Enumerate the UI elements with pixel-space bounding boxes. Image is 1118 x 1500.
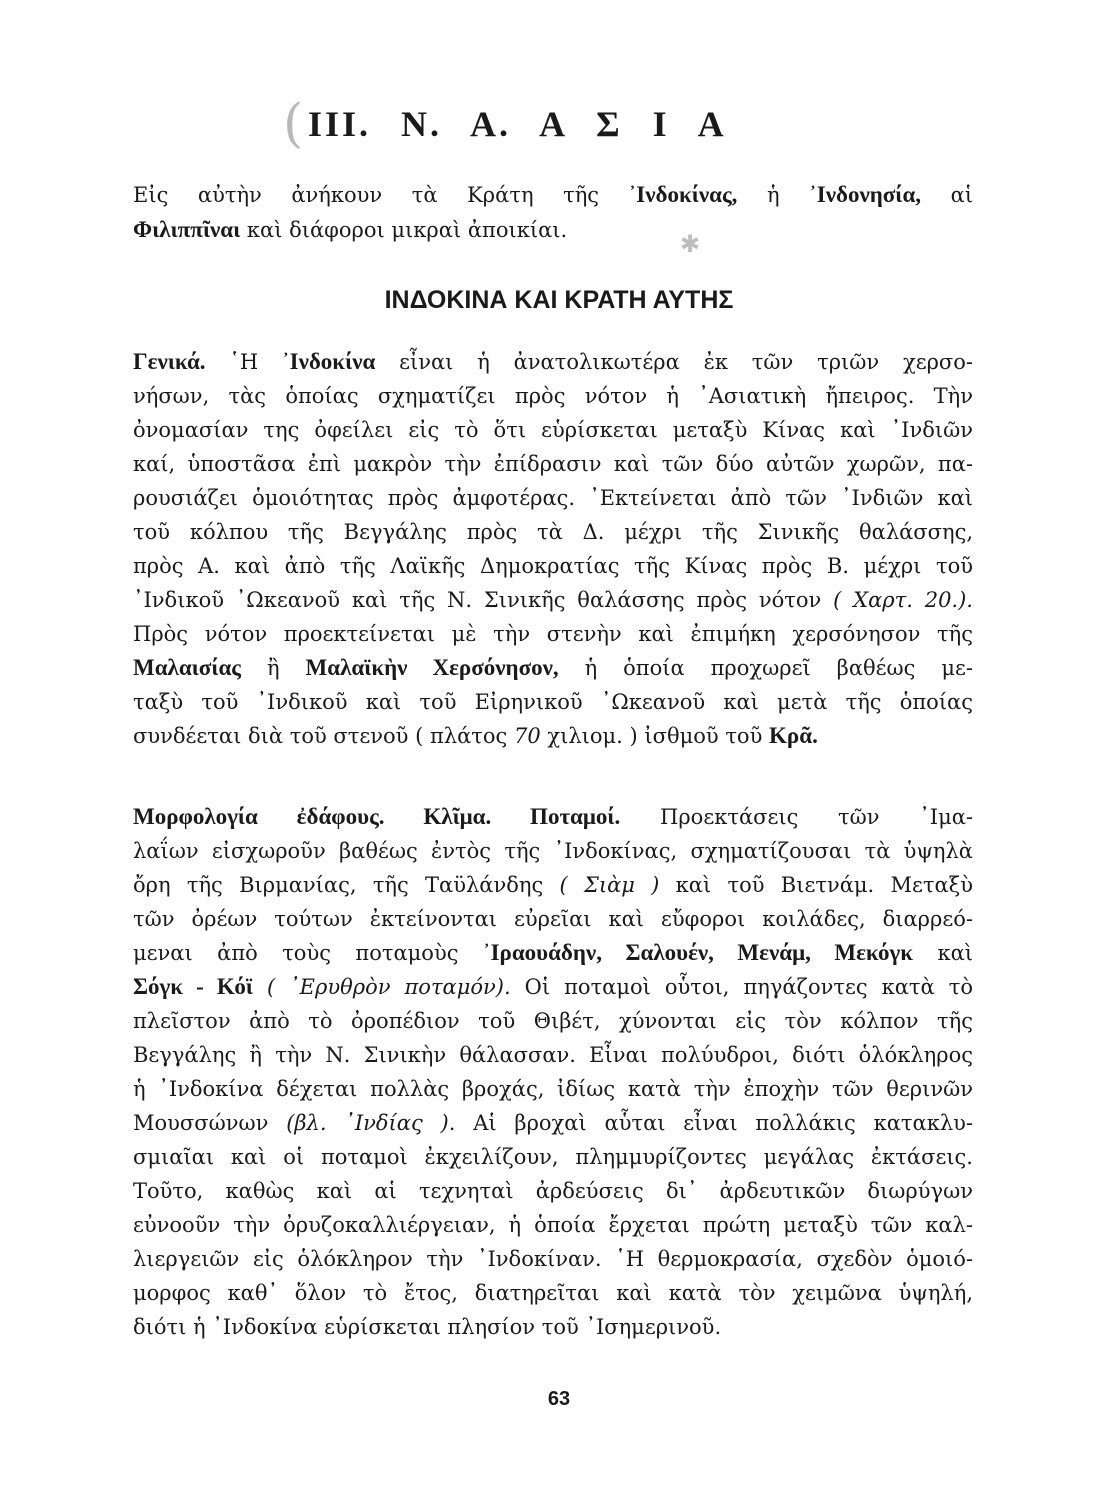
morph-line-13: εὐνοοῦν τὴν ὀρυζοκαλλιέργειαν, ἡ ὁποία ἔρχεται πρώτη μεταξὺ τῶν καλ- [133, 1213, 973, 1237]
section-heading: ΙΝΔΟΚΙΝΑ ΚΑΙ ΚΡΑΤΗ ΑΥΤΗΣ [384, 286, 734, 314]
asterisk-mark: ✱ [680, 230, 701, 258]
general-line-4: καί, ὑποστᾶσα ἐπὶ μακρὸν τὴν ἐπίδρασιν καὶ τῶν δύο αὐτῶν χωρῶν, πα- [133, 452, 973, 476]
general-line-3: ὀνομασίαν της ὀφείλει εἰς τὸ ὅτι εὑρίσκεται μεταξὺ Κίνας καὶ ᾿Ινδιῶν [133, 418, 973, 442]
morph-line-6: Σόγκ - Κόϊ ( ᾿Ερυθρὸν ποταμόν). Οἱ ποταμοὶ οὗτοι, πηγάζοντες κατὰ τὸ [133, 974, 973, 999]
morph-line-10: Μουσσώνων (βλ. ᾿Ινδίας ). Αἱ βροχαὶ αὗται εἶναι πολλάκις κατακλυ- [133, 1111, 973, 1135]
intro-line-2: Φιλιππῖναι καὶ διάφοροι μικραὶ ἀποικίαι. [133, 217, 568, 242]
morph-line-7: πλεῖστον ἀπὸ τὸ ὀροπέδιον τοῦ Θιβέτ, χύνονται εἰς τὸν κόλπον τῆς [133, 1009, 973, 1033]
page-number: 63 [547, 1388, 571, 1410]
morph-line-1: Μορφολογία ἐδάφους. Κλῖμα. Ποταμοί. Προεκτάσεις τῶν ᾿Ιμα- [133, 804, 973, 829]
morph-line-12: Τοῦτο, καθὼς καὶ αἱ τεχνηταὶ ἀρδεύσεις δι᾿ ἀρδευτικῶν διωρύγων [133, 1179, 973, 1203]
morph-line-16: διότι ἡ ᾿Ινδοκίνα εὑρίσκεται πλησίον τοῦ ᾿Ισημερινοῦ. [133, 1315, 722, 1339]
chapter-title [308, 104, 727, 144]
pencil-mark: ( [283, 94, 304, 154]
morph-line-11: σμιαῖαι καὶ οἱ ποταμοὶ ἐκχειλίζουν, πλημμυρίζοντες μεγάλας ἐκτάσεις. [133, 1145, 973, 1169]
morph-line-8: Βεγγάλης ἢ τὴν Ν. Σινικὴν θάλασσαν. Εἶναι πολύυδροι, διότι ὁλόκληρος [133, 1043, 973, 1067]
chapter-region: Α Σ Ι Α [539, 104, 727, 144]
general-line-1: Γενικά. ῾Η ᾿Ινδοκίνα εἶναι ἡ ἀνατολικωτέρα ἐκ τῶν τριῶν χερσο- [133, 349, 974, 374]
morph-line-2: λαΐων εἰσχωροῦν βαθέως ἐντὸς τῆς ᾿Ινδοκίνας, σχηματίζουσαι τὰ ὑψηλὰ [133, 839, 973, 863]
morph-line-3: ὄρη τῆς Βιρμανίας, τῆς Ταϋλάνδης ( Σιὰμ ) καὶ τοῦ Βιετνάμ. Μεταξὺ [133, 873, 974, 897]
morph-line-15: μορφος καθ᾿ ὅλον τὸ ἔτος, διατηρεῖται καὶ κατὰ τὸν χειμῶνα ὑψηλή, [133, 1281, 973, 1305]
general-line-12: συνδέεται διὰ τοῦ στενοῦ ( πλάτος 70 χιλιομ. ) ἰσθμοῦ τοῦ Κρᾶ. [133, 723, 818, 748]
morph-line-14: λιεργειῶν εἰς ὁλόκληρον τὴν ᾿Ινδοκίναν. ῾Η θερμοκρασία, σχεδὸν ὁμοιό- [133, 1247, 973, 1271]
chapter-numeral: III. [308, 104, 372, 144]
morph-line-9: ἡ ᾿Ινδοκίνα δέχεται πολλὰς βροχάς, ἰδίως κατὰ τὴν ἐποχὴν τῶν θερινῶν [133, 1077, 973, 1101]
general-line-6: τοῦ κόλπου τῆς Βεγγάλης πρὸς τὰ Δ. μέχρι τῆς Σινικῆς θαλάσσης, [133, 520, 973, 544]
general-line-2: νήσων, τὰς ὁποίας σχηματίζει πρὸς νότον ἡ ᾿Ασιατικὴ ἤπειρος. Τὴν [133, 384, 973, 408]
general-line-8: ᾿Ινδικοῦ ᾿Ωκεανοῦ καὶ τῆς Ν. Σινικῆς θαλάσσης πρὸς νότον ( Χαρτ. 20.). [133, 588, 973, 612]
general-line-11: ταξὺ τοῦ ᾿Ινδικοῦ καὶ τοῦ Εἰρηνικοῦ ᾿Ωκεανοῦ καὶ μετὰ τῆς ὁποίας [133, 690, 973, 714]
general-line-9: Πρὸς νότον προεκτείνεται μὲ τὴν στενὴν καὶ ἐπιμήκη χερσόνησον τῆς [133, 622, 973, 646]
general-line-5: ρουσιάζει ὁμοιότητας πρὸς ἀμφοτέρας. ᾿Εκτείνεται ἀπὸ τῶν ᾿Ινδιῶν καὶ [133, 486, 973, 510]
morph-line-4: τῶν ὀρέων τούτων ἐκτείνονται εὐρεῖαι καὶ εὔφοροι κοιλάδες, διαρρεό- [133, 907, 973, 931]
general-line-7: πρὸς Α. καὶ ἀπὸ τῆς Λαϊκῆς Δημοκρατίας τῆς Κίνας πρὸς Β. μέχρι τοῦ [133, 554, 973, 578]
morph-line-5: μεναι ἀπὸ τοὺς ποταμοὺς ᾿Ιραουάδην, Σαλουέν, Μενάμ, Μεκόγκ καὶ [133, 940, 974, 965]
intro-line-1: Εἰς αὐτὴν ἀνήκουν τὰ Κράτη τῆς ᾿Ινδοκίνας, ἡ ᾿Ινδονησία, αἱ [133, 182, 974, 207]
chapter-abbrev: Ν. Α. [401, 104, 512, 144]
general-line-10: Μαλαισίας ἢ Μαλαϊκὴν Χερσόνησον, ἡ ὁποία προχωρεῖ βαθέως με- [133, 655, 974, 680]
